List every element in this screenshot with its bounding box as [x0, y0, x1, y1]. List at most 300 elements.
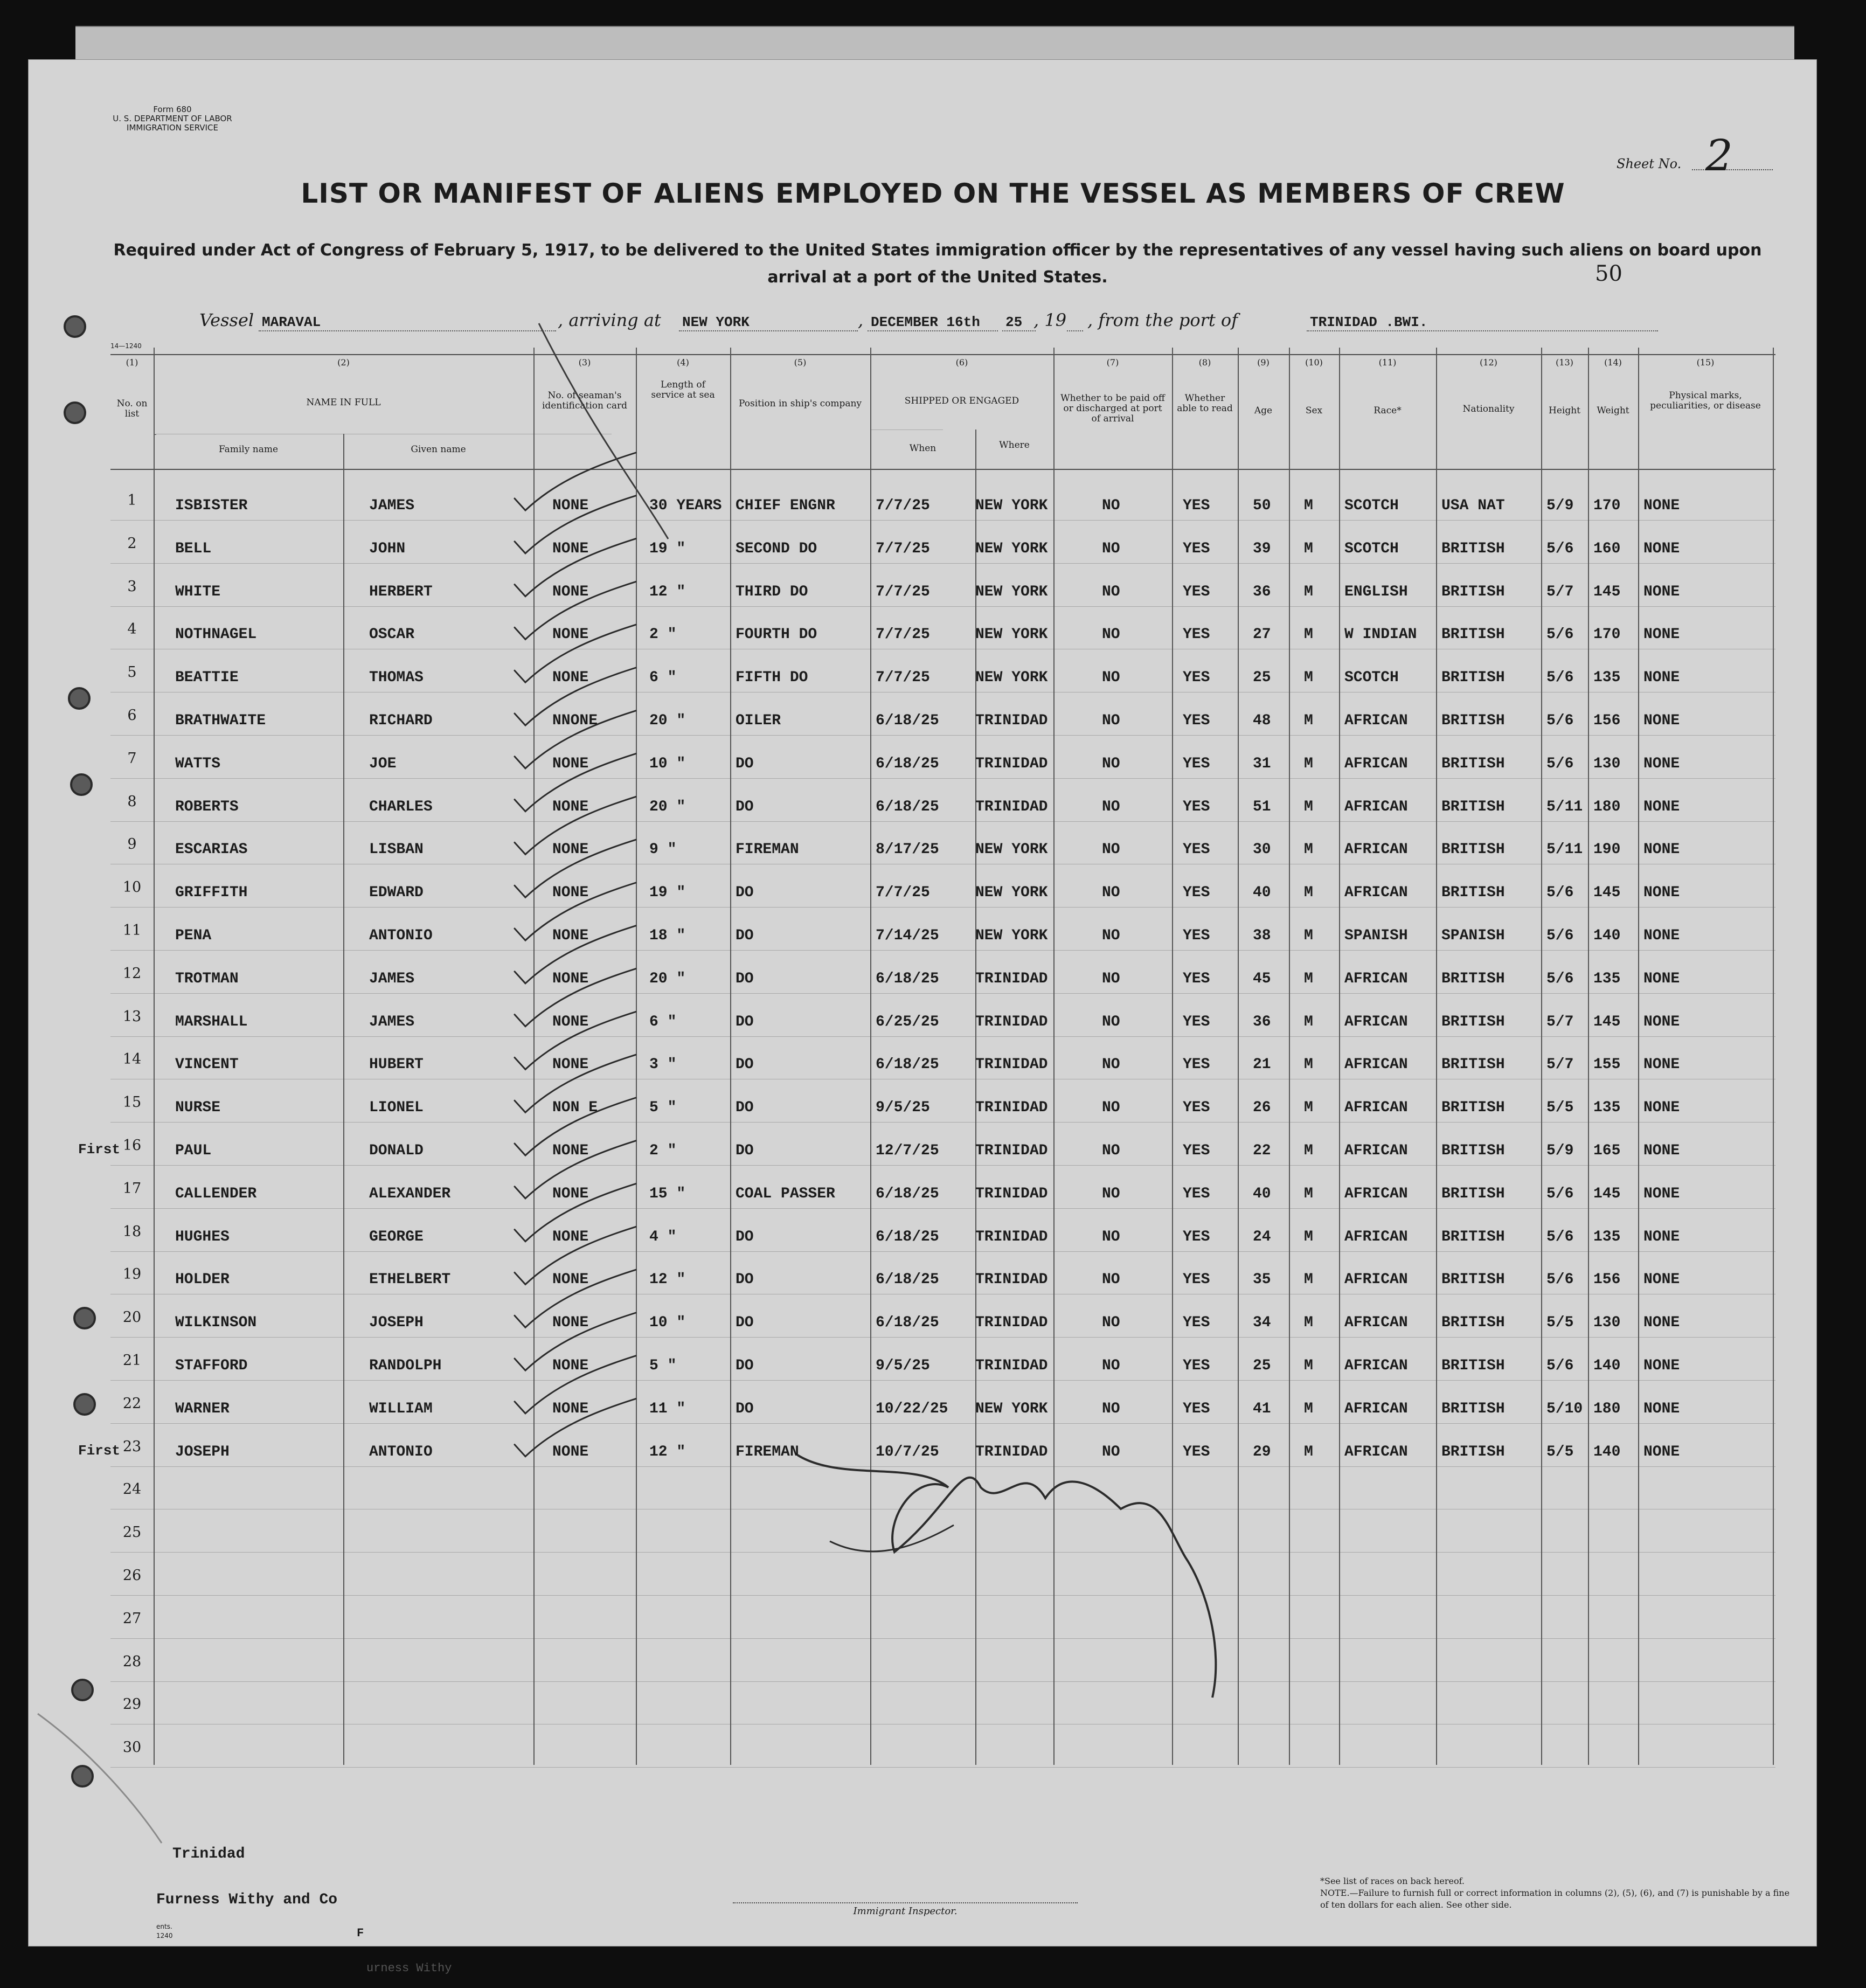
- row-number: 16: [122, 1137, 142, 1154]
- cell-where: TRINIDAD: [975, 755, 1048, 772]
- cell-weight: 135: [1593, 1099, 1621, 1117]
- cell-position: DO: [736, 755, 754, 772]
- cell-nationality: BRITISH: [1441, 1013, 1505, 1030]
- cell-paid: NO: [1102, 1142, 1120, 1159]
- cell-marks: NONE: [1643, 927, 1680, 944]
- column-number: (4): [677, 357, 689, 368]
- cell-sex: M: [1304, 1228, 1313, 1245]
- voyage-line: [199, 310, 1665, 337]
- column-rule: [870, 348, 871, 1765]
- page-subtitle: Required under Act of Congress of February 5, 1917, to be delivered to the United States immigration officer by the representatives of any vessel having such aliens on board upon arrival at a port of the United States.: [113, 241, 1762, 287]
- cell-marks: NONE: [1643, 540, 1680, 557]
- cell-given: ANTONIO: [369, 1443, 433, 1460]
- cell-read: YES: [1183, 1357, 1210, 1374]
- cell-marks: NONE: [1643, 1314, 1680, 1332]
- cell-weight: 130: [1593, 755, 1621, 772]
- cell-race: AFRICAN: [1344, 970, 1408, 987]
- cell-service: 5 ": [649, 1099, 677, 1117]
- cell-given: CHARLES: [369, 798, 433, 815]
- cell-position: DO: [736, 1314, 754, 1332]
- cell-where: TRINIDAD: [975, 1314, 1048, 1332]
- cell-race: AFRICAN: [1344, 841, 1408, 858]
- cell-nationality: BRITISH: [1441, 798, 1505, 815]
- column-rule: [1339, 348, 1340, 1765]
- cell-position: DO: [736, 1357, 754, 1374]
- cell-nationality: SPANISH: [1441, 927, 1505, 944]
- cell-weight: 156: [1593, 712, 1621, 729]
- cell-sex: M: [1304, 1314, 1313, 1332]
- cell-race: AFRICAN: [1344, 1228, 1408, 1245]
- cell-family: HOLDER: [175, 1271, 230, 1289]
- cell-given: OSCAR: [369, 626, 415, 643]
- header-race: Race*: [1374, 405, 1402, 416]
- cell-height: 5/5: [1546, 1443, 1574, 1460]
- cell-weight: 145: [1593, 1013, 1621, 1030]
- cell-where: TRINIDAD: [975, 970, 1048, 987]
- column-number: (5): [794, 357, 807, 368]
- cell-weight: 180: [1593, 798, 1621, 815]
- date-separator: ,: [858, 310, 864, 330]
- cell-age: 51: [1253, 798, 1271, 815]
- cell-given: JAMES: [369, 970, 415, 987]
- cell-service: 10 ": [649, 755, 686, 772]
- cell-position: DO: [736, 970, 754, 987]
- cell-given: DONALD: [369, 1142, 424, 1159]
- cell-read: YES: [1183, 669, 1210, 687]
- cell-height: 5/6: [1546, 1357, 1574, 1374]
- cell-card: NONE: [552, 1357, 589, 1374]
- cell-when: 7/7/25: [876, 626, 930, 643]
- column-number: (8): [1198, 357, 1211, 368]
- cell-weight: 170: [1593, 497, 1621, 514]
- row-number: 14: [122, 1051, 142, 1068]
- cell-position: DO: [736, 1013, 754, 1030]
- cell-weight: 145: [1593, 583, 1621, 600]
- cell-race: AFRICAN: [1344, 1013, 1408, 1030]
- header-age: Age: [1254, 405, 1273, 416]
- row-rule: [110, 950, 1775, 951]
- cell-sex: M: [1304, 1013, 1313, 1030]
- cell-read: YES: [1183, 798, 1210, 815]
- cell-when: 6/18/25: [876, 755, 939, 772]
- cell-height: 5/6: [1546, 884, 1574, 902]
- cell-height: 5/6: [1546, 669, 1574, 687]
- cell-age: 40: [1253, 884, 1271, 902]
- cell-given: HERBERT: [369, 583, 433, 600]
- cell-height: 5/7: [1546, 583, 1574, 600]
- cell-card: NONE: [552, 798, 589, 815]
- cell-position: THIRD DO: [736, 583, 808, 600]
- row-number: 7: [127, 750, 137, 767]
- cell-weight: 156: [1593, 1271, 1621, 1289]
- cell-family: WATTS: [175, 755, 221, 772]
- cell-paid: NO: [1102, 1357, 1120, 1374]
- cell-age: 45: [1253, 970, 1271, 987]
- column-number: (14): [1604, 357, 1622, 368]
- cell-weight: 165: [1593, 1142, 1621, 1159]
- cell-sex: M: [1304, 1185, 1313, 1202]
- row-number: 26: [122, 1567, 142, 1584]
- footer-print-code: 1240: [156, 1932, 173, 1939]
- cell-height: 5/6: [1546, 712, 1574, 729]
- cell-where: TRINIDAD: [975, 712, 1048, 729]
- row-rule: [110, 1208, 1775, 1209]
- row-number: 5: [127, 664, 137, 681]
- header-length-service: Length of service at sea: [651, 379, 715, 400]
- cell-age: 25: [1253, 669, 1271, 687]
- row-number: 12: [122, 965, 142, 982]
- cell-sex: M: [1304, 626, 1313, 643]
- cell-card: NNONE: [552, 712, 598, 729]
- cell-service: 12 ": [649, 1443, 686, 1460]
- cell-marks: NONE: [1643, 626, 1680, 643]
- cell-read: YES: [1183, 1056, 1210, 1073]
- cell-marks: NONE: [1643, 755, 1680, 772]
- cell-service: 12 ": [649, 583, 686, 600]
- cell-given: ANTONIO: [369, 927, 433, 944]
- footer-notes: [1320, 1875, 1794, 1911]
- footer-agent-label: ents.: [156, 1923, 172, 1930]
- column-rule: [1588, 348, 1589, 1765]
- cell-card: NONE: [552, 1443, 589, 1460]
- cell-service: 11 ": [649, 1400, 686, 1417]
- year-label: , 19: [1033, 310, 1067, 330]
- cell-position: DO: [736, 1400, 754, 1417]
- cell-sex: M: [1304, 497, 1313, 514]
- cell-card: NONE: [552, 540, 589, 557]
- row-rule: [110, 1036, 1775, 1037]
- row-rule: [110, 1122, 1775, 1123]
- cell-given: THOMAS: [369, 669, 424, 687]
- cell-sex: M: [1304, 970, 1313, 987]
- row-rule: [110, 821, 1775, 822]
- races-note: *See list of races on back hereof.: [1320, 1876, 1465, 1886]
- cell-paid: NO: [1102, 1271, 1120, 1289]
- form-identifier: [102, 105, 242, 133]
- cell-card: NONE: [552, 927, 589, 944]
- cell-nationality: BRITISH: [1441, 1271, 1505, 1289]
- cell-given: RANDOLPH: [369, 1357, 442, 1374]
- cell-weight: 135: [1593, 1228, 1621, 1245]
- cell-family: BEATTIE: [175, 669, 239, 687]
- row-number: 1: [127, 492, 137, 509]
- cell-race: AFRICAN: [1344, 755, 1408, 772]
- cell-nationality: BRITISH: [1441, 626, 1505, 643]
- cell-sex: M: [1304, 1056, 1313, 1073]
- row-rule: [110, 1380, 1775, 1381]
- inspector-label: Immigrant Inspector.: [853, 1906, 958, 1917]
- from-label: , from the port of: [1087, 310, 1238, 330]
- cell-position: FIREMAN: [736, 1443, 799, 1460]
- cell-height: 5/10: [1546, 1400, 1583, 1417]
- cell-family: WILKINSON: [175, 1314, 257, 1332]
- cell-family: GRIFFITH: [175, 884, 248, 902]
- cell-read: YES: [1183, 884, 1210, 902]
- cell-nationality: BRITISH: [1441, 755, 1505, 772]
- cell-card: NONE: [552, 1228, 589, 1245]
- cell-when: 6/18/25: [876, 970, 939, 987]
- cell-height: 5/5: [1546, 1099, 1574, 1117]
- cell-marks: NONE: [1643, 1056, 1680, 1073]
- cell-age: 25: [1253, 1357, 1271, 1374]
- cell-sex: M: [1304, 927, 1313, 944]
- cell-given: JOE: [369, 755, 397, 772]
- cell-race: AFRICAN: [1344, 798, 1408, 815]
- cell-marks: NONE: [1643, 970, 1680, 987]
- cell-nationality: BRITISH: [1441, 712, 1505, 729]
- cell-card: NONE: [552, 1185, 589, 1202]
- cell-when: 6/18/25: [876, 1314, 939, 1332]
- binder-hole: [70, 773, 93, 796]
- cell-card: NONE: [552, 970, 589, 987]
- cell-family: CALLENDER: [175, 1185, 257, 1202]
- footer-port: Trinidad: [172, 1846, 245, 1862]
- cell-age: 22: [1253, 1142, 1271, 1159]
- cell-paid: NO: [1102, 1185, 1120, 1202]
- column-number: (9): [1257, 357, 1270, 368]
- cell-given: LIONEL: [369, 1099, 424, 1117]
- cell-marks: NONE: [1643, 884, 1680, 902]
- cell-marks: NONE: [1643, 1013, 1680, 1030]
- cell-paid: NO: [1102, 1056, 1120, 1073]
- cell-when: 8/17/25: [876, 841, 939, 858]
- row-rule: [110, 993, 1775, 994]
- cell-read: YES: [1183, 1142, 1210, 1159]
- cell-nationality: BRITISH: [1441, 884, 1505, 902]
- cell-position: OILER: [736, 712, 781, 729]
- header-family-name: Family name: [218, 444, 279, 455]
- cell-card: NONE: [552, 884, 589, 902]
- binder-hole: [68, 687, 91, 710]
- cell-where: TRINIDAD: [975, 1443, 1048, 1460]
- header-paid-off: Whether to be paid off or discharged at port of arrival: [1060, 393, 1165, 424]
- cell-when: 6/18/25: [876, 798, 939, 815]
- cell-when: 9/5/25: [876, 1099, 930, 1117]
- cell-nationality: BRITISH: [1441, 970, 1505, 987]
- row-number: 28: [122, 1653, 142, 1670]
- cell-where: TRINIDAD: [975, 1142, 1048, 1159]
- cell-race: AFRICAN: [1344, 884, 1408, 902]
- cell-weight: 160: [1593, 540, 1621, 557]
- cell-marks: NONE: [1643, 1443, 1680, 1460]
- column-rule: [154, 348, 155, 1765]
- cell-age: 41: [1253, 1400, 1271, 1417]
- cell-paid: NO: [1102, 755, 1120, 772]
- cell-paid: NO: [1102, 1099, 1120, 1117]
- cell-nationality: BRITISH: [1441, 1400, 1505, 1417]
- column-number: (10): [1305, 357, 1323, 368]
- cell-marks: NONE: [1643, 841, 1680, 858]
- cell-when: 6/18/25: [876, 1056, 939, 1073]
- cell-paid: NO: [1102, 970, 1120, 987]
- column-number: (2): [337, 357, 350, 368]
- cell-read: YES: [1183, 927, 1210, 944]
- cell-paid: NO: [1102, 583, 1120, 600]
- arrival-year-suffix: 25: [1002, 314, 1036, 331]
- footer-agent-abbrev: F: [357, 1927, 364, 1940]
- cell-height: 5/5: [1546, 1314, 1574, 1332]
- cell-when: 7/14/25: [876, 927, 939, 944]
- column-rule: [636, 348, 637, 1765]
- header-able-read: Whether able to read: [1177, 393, 1233, 414]
- cell-where: TRINIDAD: [975, 1185, 1048, 1202]
- sheet-number-label: Sheet No.: [1617, 156, 1682, 171]
- cell-where: NEW YORK: [975, 497, 1048, 514]
- cell-age: 48: [1253, 712, 1271, 729]
- cell-family: MARSHALL: [175, 1013, 248, 1030]
- cell-where: TRINIDAD: [975, 1357, 1048, 1374]
- cell-marks: NONE: [1643, 669, 1680, 687]
- cell-position: DO: [736, 798, 754, 815]
- cell-race: AFRICAN: [1344, 1099, 1408, 1117]
- cell-given: HUBERT: [369, 1056, 424, 1073]
- cell-given: ETHELBERT: [369, 1271, 451, 1289]
- cell-service: 20 ": [649, 712, 686, 729]
- cell-height: 5/6: [1546, 1271, 1574, 1289]
- cell-sex: M: [1304, 1357, 1313, 1374]
- cell-when: 6/18/25: [876, 712, 939, 729]
- cell-age: 39: [1253, 540, 1271, 557]
- cell-age: 38: [1253, 927, 1271, 944]
- crew-table: [78, 348, 1775, 1765]
- cell-sex: M: [1304, 884, 1313, 902]
- cell-family: STAFFORD: [175, 1357, 248, 1374]
- row-rule: [110, 1251, 1775, 1252]
- cell-family: NURSE: [175, 1099, 221, 1117]
- cell-marks: NONE: [1643, 798, 1680, 815]
- cell-family: NOTHNAGEL: [175, 626, 257, 643]
- cell-service: 4 ": [649, 1228, 677, 1245]
- cell-where: TRINIDAD: [975, 1099, 1048, 1117]
- cell-card: NON E: [552, 1099, 598, 1117]
- row-number: 30: [122, 1739, 142, 1756]
- cell-nationality: BRITISH: [1441, 669, 1505, 687]
- cell-marks: NONE: [1643, 1185, 1680, 1202]
- cell-sex: M: [1304, 1142, 1313, 1159]
- cell-when: 6/18/25: [876, 1185, 939, 1202]
- header-sex: Sex: [1305, 405, 1323, 416]
- row-rule: [110, 907, 1775, 908]
- cell-race: AFRICAN: [1344, 1400, 1408, 1417]
- cell-sex: M: [1304, 798, 1313, 815]
- row-rule: [110, 1767, 1775, 1768]
- cell-when: 7/7/25: [876, 583, 930, 600]
- column-number: (3): [578, 357, 591, 368]
- header-given-name: Given name: [411, 444, 466, 455]
- cell-position: COAL PASSER: [736, 1185, 835, 1202]
- cell-service: 15 ": [649, 1185, 686, 1202]
- page-title: LIST OR MANIFEST OF ALIENS EMPLOYED ON THE VESSEL AS MEMBERS OF CREW: [301, 178, 1565, 209]
- cell-where: NEW YORK: [975, 927, 1048, 944]
- cell-height: 5/6: [1546, 540, 1574, 557]
- cell-race: SPANISH: [1344, 927, 1408, 944]
- cell-weight: 145: [1593, 1185, 1621, 1202]
- column-rule: [730, 348, 731, 1765]
- cell-read: YES: [1183, 497, 1210, 514]
- cell-nationality: BRITISH: [1441, 540, 1505, 557]
- cell-where: NEW YORK: [975, 884, 1048, 902]
- cell-service: 20 ": [649, 798, 686, 815]
- cell-family: HUGHES: [175, 1228, 230, 1245]
- cell-marks: NONE: [1643, 1142, 1680, 1159]
- cell-nationality: BRITISH: [1441, 1357, 1505, 1374]
- binder-hole: [73, 1307, 96, 1329]
- binder-hole: [64, 315, 86, 338]
- cell-position: DO: [736, 1099, 754, 1117]
- row-number: 8: [127, 793, 137, 810]
- cell-given: WILLIAM: [369, 1400, 433, 1417]
- cell-service: 5 ": [649, 1357, 677, 1374]
- cell-read: YES: [1183, 1099, 1210, 1117]
- column-rule: [1172, 348, 1173, 1765]
- department-name: U. S. DEPARTMENT OF LABOR: [113, 114, 232, 123]
- cell-where: TRINIDAD: [975, 1056, 1048, 1073]
- cell-read: YES: [1183, 1271, 1210, 1289]
- row-number: 3: [127, 578, 137, 595]
- row-rule: [110, 1423, 1775, 1424]
- column-rule: [1541, 348, 1542, 1765]
- cell-card: NONE: [552, 497, 589, 514]
- cell-where: TRINIDAD: [975, 798, 1048, 815]
- cell-where: TRINIDAD: [975, 1271, 1048, 1289]
- row-number: 10: [122, 879, 142, 896]
- row-rule: [110, 1337, 1775, 1338]
- row-number: 13: [122, 1008, 142, 1025]
- cell-given: JAMES: [369, 1013, 415, 1030]
- inspector-signature-line: [733, 1902, 1078, 1917]
- cell-age: 34: [1253, 1314, 1271, 1332]
- cell-read: YES: [1183, 970, 1210, 987]
- column-rule: [1238, 348, 1239, 1765]
- row-number: 25: [122, 1524, 142, 1541]
- row-number: 24: [122, 1481, 142, 1498]
- cell-read: YES: [1183, 540, 1210, 557]
- cell-height: 5/11: [1546, 798, 1583, 815]
- cell-height: 5/9: [1546, 497, 1574, 514]
- row-rule: [110, 1638, 1775, 1639]
- row-number: 19: [122, 1266, 142, 1283]
- cell-read: YES: [1183, 841, 1210, 858]
- cell-read: YES: [1183, 1314, 1210, 1332]
- cell-when: 7/7/25: [876, 497, 930, 514]
- row-rule: [110, 1165, 1775, 1166]
- cell-height: 5/7: [1546, 1056, 1574, 1073]
- column-rule: [1053, 348, 1055, 1765]
- header-height: Height: [1549, 405, 1580, 416]
- row-rule: [110, 735, 1775, 736]
- cell-position: CHIEF ENGNR: [736, 497, 835, 514]
- cell-weight: 135: [1593, 669, 1621, 687]
- cell-family: PAUL: [175, 1142, 212, 1159]
- cell-race: AFRICAN: [1344, 1357, 1408, 1374]
- row-rule: [110, 1681, 1775, 1682]
- cell-height: 5/6: [1546, 626, 1574, 643]
- header-bottom-rule: [110, 469, 1775, 470]
- binder-hole: [71, 1765, 94, 1788]
- column-rule: [1289, 348, 1290, 1765]
- cell-service: 30 YEARS: [649, 497, 722, 514]
- cell-when: 6/18/25: [876, 1271, 939, 1289]
- departure-port: TRINIDAD .BWI.: [1307, 314, 1658, 331]
- cell-paid: NO: [1102, 1228, 1120, 1245]
- cell-family: PENA: [175, 927, 212, 944]
- cell-card: NONE: [552, 1271, 589, 1289]
- penalty-note: NOTE.—Failure to furnish full or correct information in columns (2), (5), (6), and (7) is punishable by a fine of ten dollars for each alien. See other side.: [1320, 1888, 1790, 1910]
- table-top-rule: [110, 354, 1775, 355]
- cell-race: ENGLISH: [1344, 583, 1408, 600]
- cell-where: NEW YORK: [975, 1400, 1048, 1417]
- cell-family: VINCENT: [175, 1056, 239, 1073]
